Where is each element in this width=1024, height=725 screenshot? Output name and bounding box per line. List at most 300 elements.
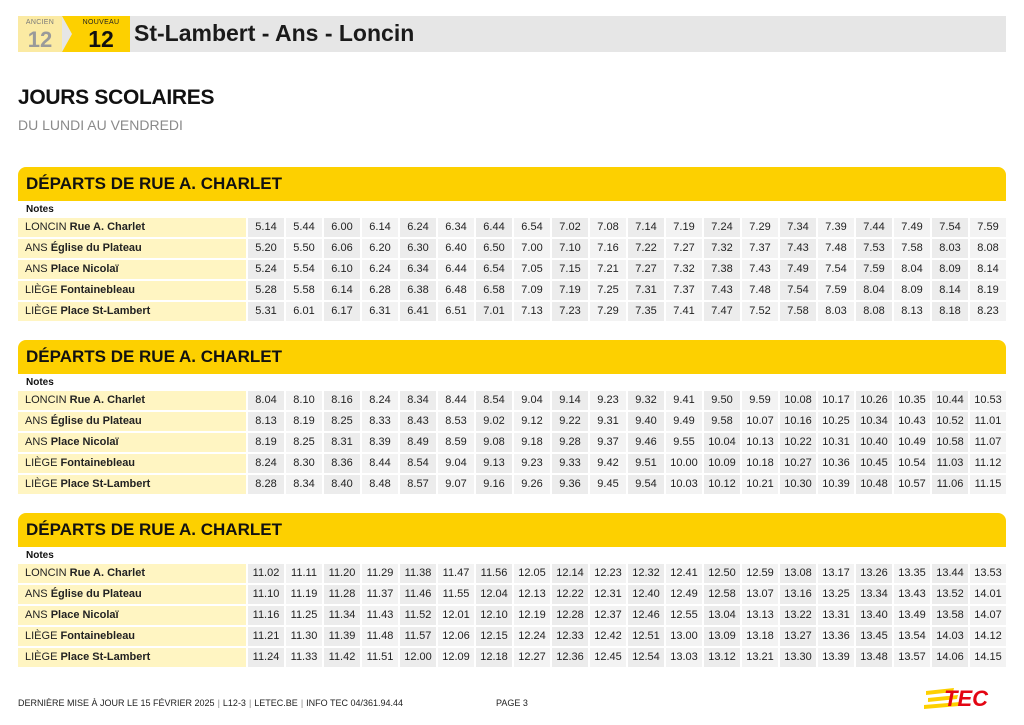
- stop-town: LONCIN: [25, 567, 67, 579]
- departure-time: 12.27: [512, 648, 550, 669]
- departure-time: 7.29: [740, 218, 778, 239]
- stop-name: [18, 433, 246, 454]
- stop-name: [18, 391, 246, 412]
- departure-time: 7.54: [930, 218, 968, 239]
- departure-time: 10.25: [816, 412, 854, 433]
- departure-time: 8.40: [322, 475, 360, 496]
- stop-name: [18, 412, 246, 433]
- timetable-block: [18, 340, 1006, 496]
- departure-time: 11.57: [398, 627, 436, 648]
- departure-time: 11.39: [322, 627, 360, 648]
- stop-name: [18, 239, 246, 260]
- notes-label: Notes: [26, 377, 54, 388]
- departure-time: 6.01: [284, 302, 322, 323]
- departure-time: 12.49: [664, 585, 702, 606]
- departure-time: 9.49: [664, 412, 702, 433]
- departure-time: 7.24: [702, 218, 740, 239]
- departure-time: 12.28: [550, 606, 588, 627]
- departure-time: 10.36: [816, 454, 854, 475]
- departure-time: 9.28: [550, 433, 588, 454]
- stop-town: LIÈGE: [25, 630, 58, 642]
- departure-time: 7.10: [550, 239, 588, 260]
- table-row: [18, 302, 1006, 323]
- departure-time: 5.54: [284, 260, 322, 281]
- departure-time: 7.53: [854, 239, 892, 260]
- departure-time: 8.31: [322, 433, 360, 454]
- block-title: DÉPARTS DE RUE A. CHARLET: [18, 340, 1006, 374]
- departure-time: 6.54: [474, 260, 512, 281]
- departure-time: 7.54: [778, 281, 816, 302]
- departure-time: 12.50: [702, 564, 740, 585]
- departure-time: 11.28: [322, 585, 360, 606]
- departure-time: 12.22: [550, 585, 588, 606]
- departure-time: 7.32: [664, 260, 702, 281]
- website-link[interactable]: LETEC.BE: [254, 698, 298, 708]
- departure-time: 9.07: [436, 475, 474, 496]
- schedule-subtitle: DU LUNDI AU VENDREDI: [18, 117, 183, 133]
- departure-time: 8.36: [322, 454, 360, 475]
- departure-time: 6.51: [436, 302, 474, 323]
- departure-time: 9.31: [588, 412, 626, 433]
- departure-time: 8.08: [968, 239, 1006, 260]
- departure-time: 9.54: [626, 475, 664, 496]
- departure-time: 10.43: [892, 412, 930, 433]
- departure-time: 9.23: [588, 391, 626, 412]
- departure-time: 10.52: [930, 412, 968, 433]
- departure-time: 9.23: [512, 454, 550, 475]
- departure-time: 8.09: [930, 260, 968, 281]
- departure-time: 6.34: [398, 260, 436, 281]
- departure-time: 9.26: [512, 475, 550, 496]
- departure-time: 13.12: [702, 648, 740, 669]
- departure-time: 13.31: [816, 606, 854, 627]
- table-row: [18, 475, 1006, 496]
- table-row: [18, 281, 1006, 302]
- departure-time: 13.21: [740, 648, 778, 669]
- departure-time: 7.43: [778, 239, 816, 260]
- departure-time: 11.33: [284, 648, 322, 669]
- departure-time: 9.04: [512, 391, 550, 412]
- departure-time: 12.59: [740, 564, 778, 585]
- departure-time: 8.49: [398, 433, 436, 454]
- departure-time: 9.45: [588, 475, 626, 496]
- departure-time: 12.00: [398, 648, 436, 669]
- departure-time: 6.50: [474, 239, 512, 260]
- departure-time: 7.34: [778, 218, 816, 239]
- departure-time: 12.06: [436, 627, 474, 648]
- tec-logo: [924, 683, 1006, 711]
- departure-time: 12.33: [550, 627, 588, 648]
- line-name: St-Lambert - Ans - Loncin: [134, 20, 415, 46]
- departure-time: 7.43: [740, 260, 778, 281]
- departure-time: 5.50: [284, 239, 322, 260]
- departure-time: 10.40: [854, 433, 892, 454]
- stop-town: ANS: [25, 609, 48, 621]
- departure-time: 8.39: [360, 433, 398, 454]
- schedule-title: JOURS SCOLAIRES: [18, 86, 215, 109]
- departure-time: 10.27: [778, 454, 816, 475]
- departure-time: 11.11: [284, 564, 322, 585]
- departure-time: 13.40: [854, 606, 892, 627]
- departure-time: 6.00: [322, 218, 360, 239]
- departure-time: 7.01: [474, 302, 512, 323]
- departure-time: 8.13: [892, 302, 930, 323]
- departure-time: 10.18: [740, 454, 778, 475]
- departure-time: 7.27: [626, 260, 664, 281]
- departure-time: 7.41: [664, 302, 702, 323]
- departure-time: 11.06: [930, 475, 968, 496]
- departure-time: 12.10: [474, 606, 512, 627]
- stop-name: [18, 627, 246, 648]
- departure-time: 12.41: [664, 564, 702, 585]
- table-row: [18, 585, 1006, 606]
- departure-time: 6.31: [360, 302, 398, 323]
- departure-time: 9.33: [550, 454, 588, 475]
- departure-time: 10.44: [930, 391, 968, 412]
- departure-time: 6.44: [436, 260, 474, 281]
- departure-time: 7.43: [702, 281, 740, 302]
- departure-time: 11.51: [360, 648, 398, 669]
- departure-time: 8.24: [246, 454, 284, 475]
- table-row: [18, 648, 1006, 669]
- departure-time: 5.14: [246, 218, 284, 239]
- departure-time: 7.16: [588, 239, 626, 260]
- departure-time: 13.17: [816, 564, 854, 585]
- departure-time: 12.36: [550, 648, 588, 669]
- departure-time: 12.40: [626, 585, 664, 606]
- stop-name: [18, 606, 246, 627]
- timetable-block: [18, 513, 1006, 669]
- departure-time: 9.37: [588, 433, 626, 454]
- departure-time: 7.44: [854, 218, 892, 239]
- notes-label: Notes: [26, 550, 54, 561]
- departure-time: 7.48: [740, 281, 778, 302]
- stop-place: Église du Plateau: [50, 415, 142, 427]
- departure-time: 8.23: [968, 302, 1006, 323]
- departure-time: 8.04: [854, 281, 892, 302]
- departure-time: 13.26: [854, 564, 892, 585]
- departure-time: 6.14: [322, 281, 360, 302]
- departure-time: 10.35: [892, 391, 930, 412]
- departure-time: 12.14: [550, 564, 588, 585]
- block-title: DÉPARTS DE RUE A. CHARLET: [18, 167, 1006, 201]
- departure-time: 7.39: [816, 218, 854, 239]
- departure-time: 10.09: [702, 454, 740, 475]
- new-line-number: 12: [88, 26, 114, 52]
- departure-time: 5.20: [246, 239, 284, 260]
- departure-time: 10.22: [778, 433, 816, 454]
- departure-time: 13.35: [892, 564, 930, 585]
- departure-time: 7.31: [626, 281, 664, 302]
- departure-time: 6.40: [436, 239, 474, 260]
- departure-time: 13.09: [702, 627, 740, 648]
- departure-time: 8.25: [322, 412, 360, 433]
- departure-time: 11.30: [284, 627, 322, 648]
- stop-town: LIÈGE: [25, 305, 58, 317]
- departure-time: 7.59: [968, 218, 1006, 239]
- departure-time: 7.00: [512, 239, 550, 260]
- stop-name: [18, 260, 246, 281]
- departure-time: 12.51: [626, 627, 664, 648]
- departure-time: 8.43: [398, 412, 436, 433]
- stop-town: LIÈGE: [25, 457, 58, 469]
- departure-time: 9.50: [702, 391, 740, 412]
- departure-time: 10.16: [778, 412, 816, 433]
- stop-town: ANS: [25, 242, 48, 254]
- departure-time: 9.46: [626, 433, 664, 454]
- departure-time: 5.58: [284, 281, 322, 302]
- departure-time: 13.07: [740, 585, 778, 606]
- departure-time: 11.37: [360, 585, 398, 606]
- departure-time: 6.38: [398, 281, 436, 302]
- departure-time: 8.44: [360, 454, 398, 475]
- stop-town: LONCIN: [25, 221, 67, 233]
- stop-place: Rue A. Charlet: [69, 221, 146, 233]
- stop-town: ANS: [25, 415, 48, 427]
- departure-time: 8.28: [246, 475, 284, 496]
- departure-time: 7.59: [816, 281, 854, 302]
- departure-time: 7.14: [626, 218, 664, 239]
- last-update: DERNIÈRE MISE À JOUR LE 15 FÉVRIER 2025: [18, 698, 215, 708]
- departure-time: 12.42: [588, 627, 626, 648]
- departure-time: 6.14: [360, 218, 398, 239]
- departure-time: 13.58: [930, 606, 968, 627]
- departure-time: 11.19: [284, 585, 322, 606]
- old-line-number: 12: [27, 27, 53, 52]
- departure-time: 7.52: [740, 302, 778, 323]
- departure-time: 8.18: [930, 302, 968, 323]
- departure-time: 8.13: [246, 412, 284, 433]
- departure-time: 9.08: [474, 433, 512, 454]
- departure-time: 11.24: [246, 648, 284, 669]
- table-row: [18, 627, 1006, 648]
- departure-time: 12.01: [436, 606, 474, 627]
- departure-time: 7.13: [512, 302, 550, 323]
- table-row: [18, 564, 1006, 585]
- departure-time: 9.40: [626, 412, 664, 433]
- departure-time: 8.14: [930, 281, 968, 302]
- departure-time: 11.01: [968, 412, 1006, 433]
- stop-town: LIÈGE: [25, 651, 58, 663]
- departure-time: 11.16: [246, 606, 284, 627]
- logo-text: TEC: [944, 686, 988, 711]
- departure-time: 6.34: [436, 218, 474, 239]
- departure-time: 7.49: [778, 260, 816, 281]
- departure-time: 13.44: [930, 564, 968, 585]
- departure-time: 12.37: [588, 606, 626, 627]
- departure-time: 7.23: [550, 302, 588, 323]
- old-line-caption: ANCIEN: [25, 19, 55, 26]
- departure-time: 11.55: [436, 585, 474, 606]
- old-line-badge: [18, 16, 62, 52]
- departure-time: 13.36: [816, 627, 854, 648]
- departure-time: 5.24: [246, 260, 284, 281]
- departure-time: 13.39: [816, 648, 854, 669]
- stop-place: Place Nicolaï: [50, 436, 119, 448]
- departure-time: 13.52: [930, 585, 968, 606]
- stop-name: [18, 564, 246, 585]
- departure-time: 10.34: [854, 412, 892, 433]
- stop-name: [18, 302, 246, 323]
- departure-time: 8.44: [436, 391, 474, 412]
- departure-time: 13.18: [740, 627, 778, 648]
- departure-time: 13.00: [664, 627, 702, 648]
- departure-time: 6.58: [474, 281, 512, 302]
- stop-place: Fontainebleau: [60, 284, 136, 296]
- stop-place: Rue A. Charlet: [69, 567, 146, 579]
- departure-time: 11.21: [246, 627, 284, 648]
- notes-label: Notes: [26, 204, 54, 215]
- stop-town: ANS: [25, 588, 48, 600]
- departure-time: 7.49: [892, 218, 930, 239]
- departure-time: 10.08: [778, 391, 816, 412]
- departure-time: 10.30: [778, 475, 816, 496]
- departure-time: 12.09: [436, 648, 474, 669]
- departure-time: 14.01: [968, 585, 1006, 606]
- departure-time: 11.46: [398, 585, 436, 606]
- departure-time: 10.03: [664, 475, 702, 496]
- stop-place: Place Nicolaï: [50, 263, 119, 275]
- stop-town: ANS: [25, 263, 48, 275]
- departure-time: 13.13: [740, 606, 778, 627]
- departure-time: 7.38: [702, 260, 740, 281]
- departure-time: 9.51: [626, 454, 664, 475]
- stop-name: [18, 218, 246, 239]
- departure-time: 11.47: [436, 564, 474, 585]
- departure-time: 13.53: [968, 564, 1006, 585]
- departure-time: 13.49: [892, 606, 930, 627]
- stop-place: Église du Plateau: [50, 588, 142, 600]
- departure-time: 11.15: [968, 475, 1006, 496]
- departure-time: 13.43: [892, 585, 930, 606]
- departure-time: 12.05: [512, 564, 550, 585]
- departure-time: 11.56: [474, 564, 512, 585]
- departure-time: 9.42: [588, 454, 626, 475]
- departure-time: 12.23: [588, 564, 626, 585]
- departure-time: 8.16: [322, 391, 360, 412]
- departure-time: 8.24: [360, 391, 398, 412]
- departure-time: 6.20: [360, 239, 398, 260]
- stop-town: LIÈGE: [25, 478, 58, 490]
- new-line-caption: NOUVEAU: [82, 19, 120, 26]
- stop-name: [18, 281, 246, 302]
- departure-time: 6.24: [398, 218, 436, 239]
- departure-time: 9.13: [474, 454, 512, 475]
- departure-time: 11.02: [246, 564, 284, 585]
- departure-time: 12.18: [474, 648, 512, 669]
- departure-time: 11.43: [360, 606, 398, 627]
- departure-time: 9.18: [512, 433, 550, 454]
- departure-time: 13.04: [702, 606, 740, 627]
- departure-time: 8.10: [284, 391, 322, 412]
- departure-time: 7.19: [550, 281, 588, 302]
- departure-time: 14.07: [968, 606, 1006, 627]
- footer-info: DERNIÈRE MISE À JOUR LE 15 FÉVRIER 2025 | L12-3 | LETEC.BE | INFO TEC 04/361.94.44: [18, 698, 404, 708]
- departure-time: 7.48: [816, 239, 854, 260]
- departure-time: 8.25: [284, 433, 322, 454]
- departure-time: 8.53: [436, 412, 474, 433]
- departure-time: 11.07: [968, 433, 1006, 454]
- departure-time: 8.04: [892, 260, 930, 281]
- departure-time: 11.48: [360, 627, 398, 648]
- departure-time: 9.55: [664, 433, 702, 454]
- departure-time: 9.12: [512, 412, 550, 433]
- departure-time: 9.41: [664, 391, 702, 412]
- departure-time: 5.31: [246, 302, 284, 323]
- departure-time: 10.17: [816, 391, 854, 412]
- table-row: [18, 239, 1006, 260]
- departure-time: 9.22: [550, 412, 588, 433]
- line-header: [18, 16, 1006, 52]
- departure-time: 7.02: [550, 218, 588, 239]
- table-row: [18, 391, 1006, 412]
- departure-time: 10.07: [740, 412, 778, 433]
- departure-time: 6.10: [322, 260, 360, 281]
- table-row: [18, 412, 1006, 433]
- departure-time: 10.00: [664, 454, 702, 475]
- departure-time: 7.22: [626, 239, 664, 260]
- departure-time: 8.33: [360, 412, 398, 433]
- departure-time: 8.03: [816, 302, 854, 323]
- departure-time: 7.32: [702, 239, 740, 260]
- departure-time: 7.58: [778, 302, 816, 323]
- stop-place: Rue A. Charlet: [69, 394, 146, 406]
- departure-time: 7.21: [588, 260, 626, 281]
- departure-time: 12.15: [474, 627, 512, 648]
- departure-time: 10.13: [740, 433, 778, 454]
- departure-time: 7.05: [512, 260, 550, 281]
- departure-time: 13.45: [854, 627, 892, 648]
- departure-time: 6.17: [322, 302, 360, 323]
- departure-time: 13.27: [778, 627, 816, 648]
- stop-place: Fontainebleau: [60, 457, 136, 469]
- table-row: [18, 433, 1006, 454]
- departure-time: 8.19: [284, 412, 322, 433]
- departure-time: 13.34: [854, 585, 892, 606]
- departure-time: 12.13: [512, 585, 550, 606]
- departure-time: 13.30: [778, 648, 816, 669]
- departure-time: 13.08: [778, 564, 816, 585]
- departure-time: 7.15: [550, 260, 588, 281]
- departure-time: 10.54: [892, 454, 930, 475]
- departure-time: 13.57: [892, 648, 930, 669]
- departure-time: 14.12: [968, 627, 1006, 648]
- departure-time: 8.54: [474, 391, 512, 412]
- departure-time: 10.45: [854, 454, 892, 475]
- stop-name: [18, 475, 246, 496]
- departure-time: 7.25: [588, 281, 626, 302]
- departure-time: 11.10: [246, 585, 284, 606]
- table-row: [18, 218, 1006, 239]
- departure-time: 10.57: [892, 475, 930, 496]
- departure-time: 8.57: [398, 475, 436, 496]
- departure-time: 7.59: [854, 260, 892, 281]
- departure-time: 13.25: [816, 585, 854, 606]
- departure-time: 10.49: [892, 433, 930, 454]
- departure-time: 7.08: [588, 218, 626, 239]
- stop-place: Place Nicolaï: [50, 609, 119, 621]
- departure-time: 11.29: [360, 564, 398, 585]
- new-line-badge: [62, 16, 130, 52]
- departure-time: 13.16: [778, 585, 816, 606]
- departure-time: 7.54: [816, 260, 854, 281]
- departure-time: 6.48: [436, 281, 474, 302]
- stop-place: Fontainebleau: [60, 630, 136, 642]
- departure-time: 11.42: [322, 648, 360, 669]
- departure-time: 7.58: [892, 239, 930, 260]
- departure-time: 12.32: [626, 564, 664, 585]
- departure-time: 11.20: [322, 564, 360, 585]
